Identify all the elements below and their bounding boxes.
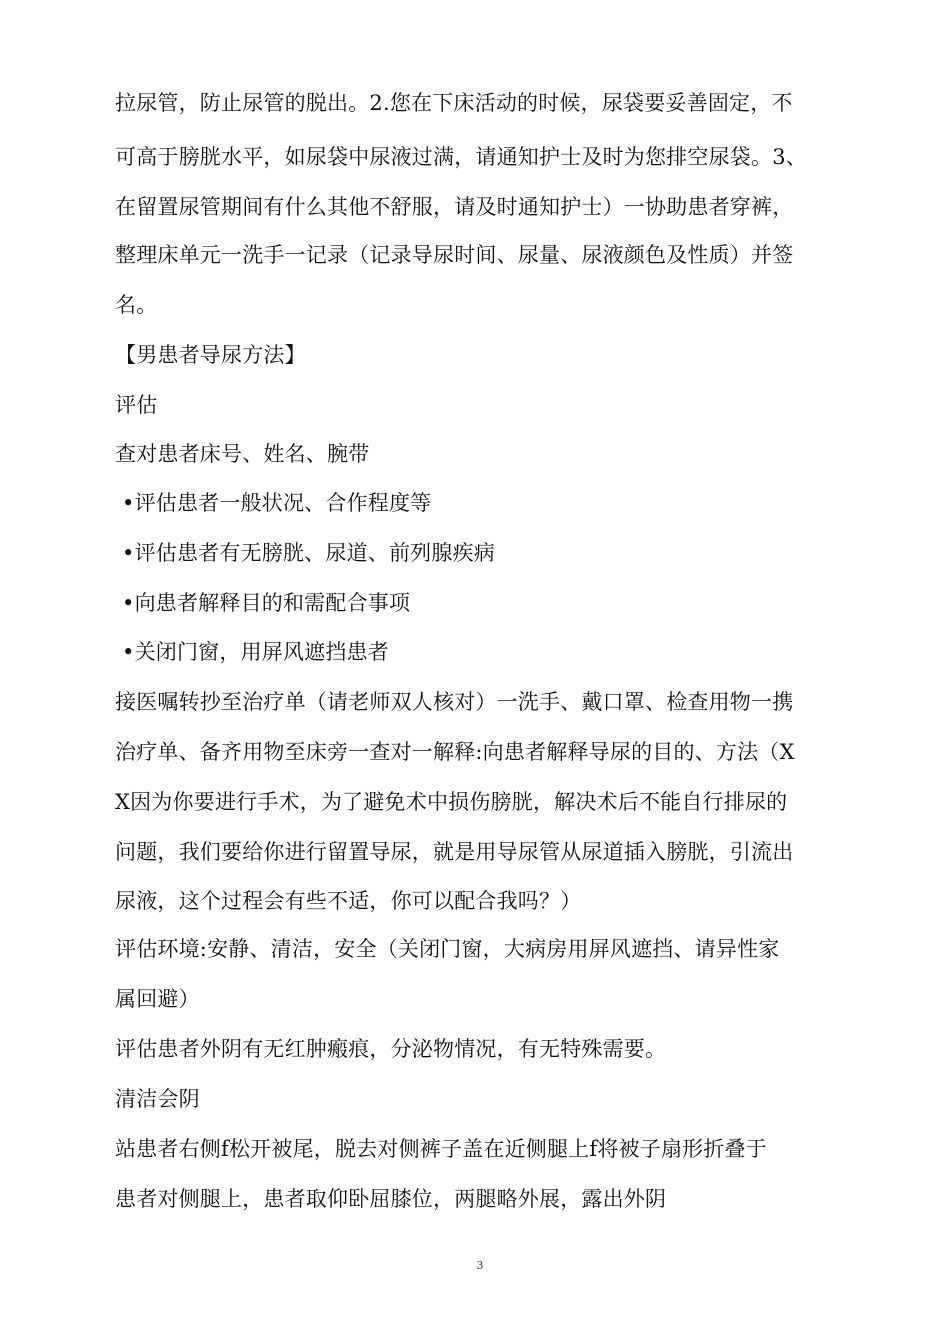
bullet-item: •评估患者有无膀胱、尿道、前列腺疾病	[122, 541, 495, 565]
text-line: 名。	[115, 293, 158, 317]
subheading: 评估	[115, 393, 158, 417]
text-line: 评估环境:安静、清洁，安全（关闭门窗，大病房用屏风遮挡、请异性家	[115, 937, 780, 961]
bullet-item: •关闭门窗，用屏风遮挡患者	[122, 640, 389, 664]
text-line: 查对患者床号、姓名、腕带	[115, 442, 370, 466]
text-line: 属回避）	[115, 987, 200, 1011]
text-line: 整理床单元一洗手一记录（记录导尿时间、尿量、尿液颜色及性质）并签	[115, 243, 794, 267]
text-line: 站患者右侧f松开被尾，脱去对侧裤子盖在近侧腿上f将被子扇形折叠于	[115, 1137, 767, 1161]
section-heading: 【男患者导尿方法】	[115, 343, 306, 367]
text-line: 拉尿管，防止尿管的脱出。2.您在下床活动的时候，尿袋要妥善固定，不	[115, 91, 793, 115]
subheading: 清洁会阴	[115, 1087, 200, 1111]
bullet-item: •评估患者一般状况、合作程度等	[122, 491, 432, 515]
text-line: 治疗单、备齐用物至床旁一查对一解释:向患者解释导尿的目的、方法（X	[115, 740, 795, 764]
page-number: 3	[476, 1259, 484, 1272]
text-line: 患者对侧腿上，患者取仰卧屈膝位，两腿略外展，露出外阴	[115, 1187, 667, 1211]
text-line: 在留置尿管期间有什么其他不舒服，请及时通知护士）一协助患者穿裤，	[115, 195, 794, 219]
text-line: 问题，我们要给你进行留置导尿，就是用导尿管从尿道插入膀胱，引流出	[115, 840, 794, 864]
text-line: X因为你要进行手术，为了避免术中损伤膀胱，解决术后不能自行排尿的	[115, 790, 788, 814]
text-line: 接医嘱转抄至治疗单（请老师双人核对）一洗手、戴口罩、检查用物一携	[115, 690, 794, 714]
text-line: 可高于膀胱水平，如尿袋中尿液过满，请通知护士及时为您排空尿袋。3、	[115, 145, 807, 169]
bullet-item: •向患者解释目的和需配合事项	[122, 591, 411, 615]
text-line: 尿液，这个过程会有些不适，你可以配合我吗？）	[115, 889, 582, 913]
text-line: 评估患者外阴有无红肿瘢痕，分泌物情况，有无特殊需要。	[115, 1037, 667, 1061]
